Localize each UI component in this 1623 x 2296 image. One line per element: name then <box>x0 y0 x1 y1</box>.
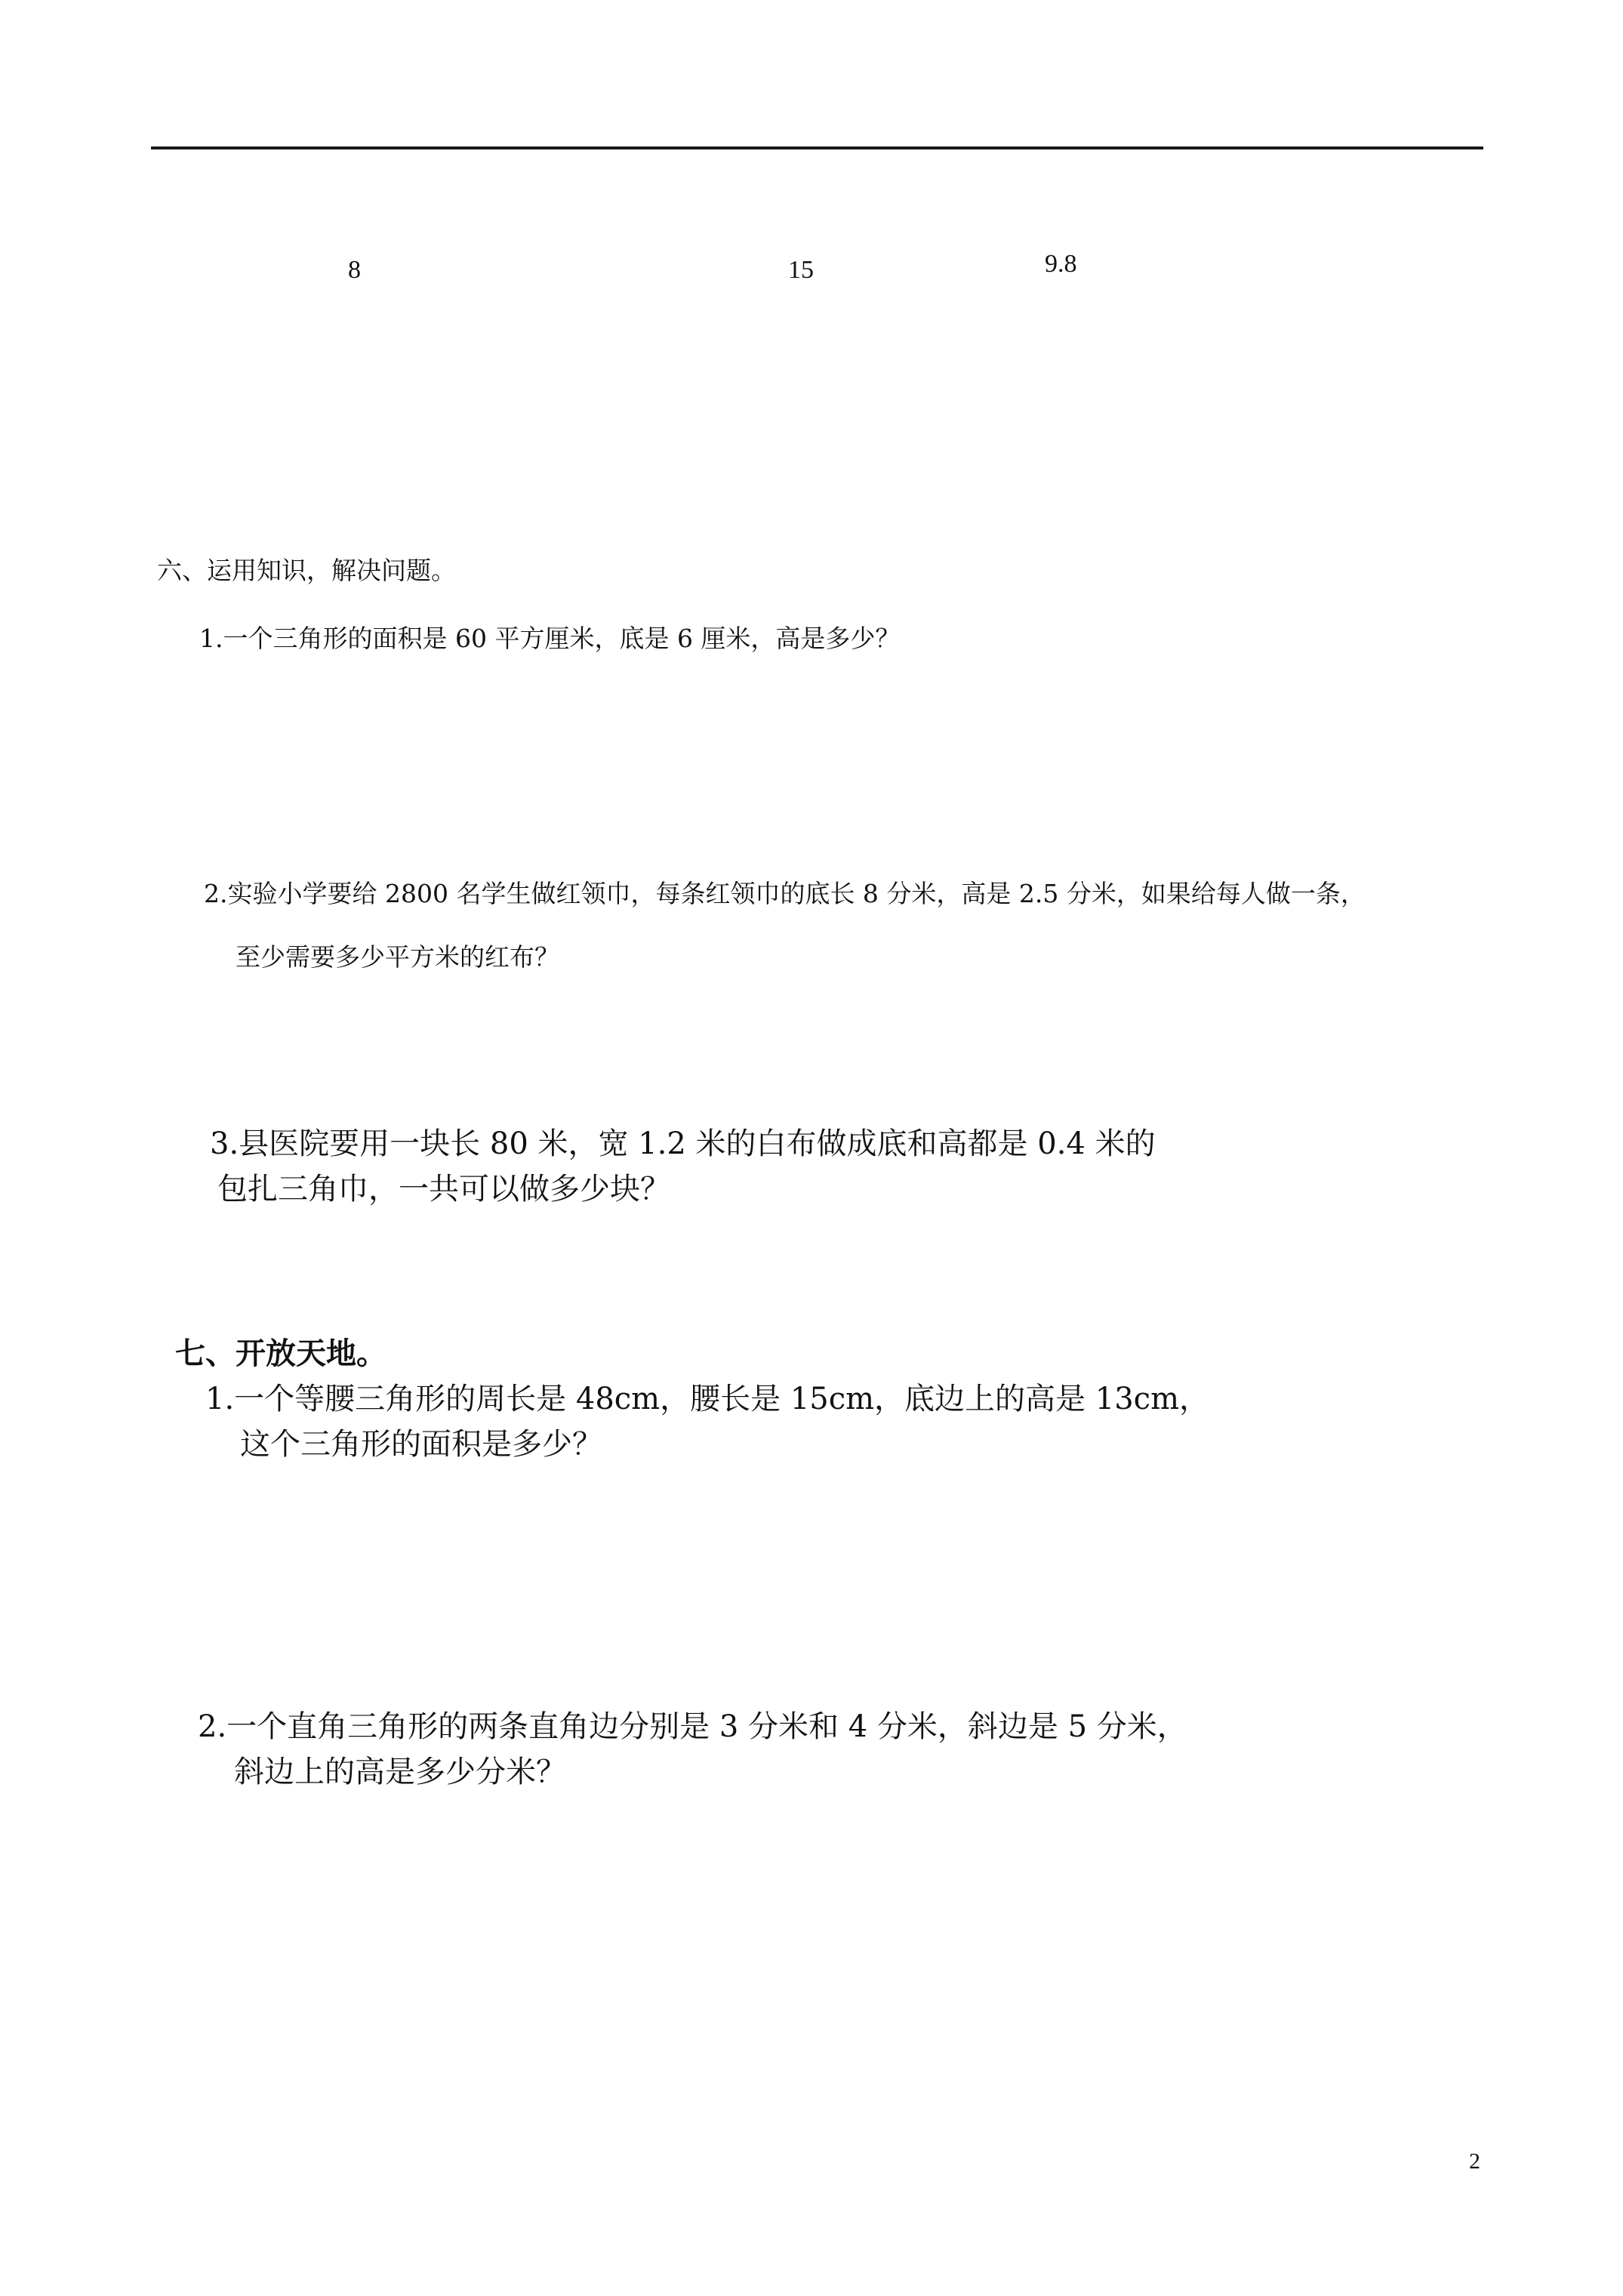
section-6-question-1: 1.一个三角形的面积是 60 平方厘米，底是 6 厘米，高是多少？ <box>199 624 901 653</box>
figure-label-9-8: 9.8 <box>1045 250 1077 278</box>
figure-label-8: 8 <box>348 256 361 284</box>
page-number: 2 <box>1469 2149 1480 2174</box>
header-rule <box>151 146 1483 149</box>
section-6-question-2-line-2: 至少需要多少平方米的红布？ <box>236 942 559 972</box>
section-6-question-2-line-1: 2.实验小学要给 2800 名学生做红领巾，每条红领巾的底长 8 分米，高是 2.5 分米，如果给每人做一条， <box>204 879 1366 908</box>
section-7-question-1-line-1: 1.一个等腰三角形的周长是 48cm，腰长是 15cm，底边上的高是 13cm， <box>205 1382 1209 1416</box>
section-6-question-3-line-2: 包扎三角巾，一共可以做多少块？ <box>217 1172 670 1207</box>
section-6-question-3-line-1: 3.县医院要用一块长 80 米，宽 1.2 米的白布做成底和高都是 0.4 米的 <box>210 1126 1156 1161</box>
section-7-question-2-line-1: 2.一个直角三角形的两条直角边分别是 3 分米和 4 分米，斜边是 5 分米， <box>198 1709 1187 1744</box>
section-7-question-2-line-2: 斜边上的高是多少分米？ <box>234 1755 566 1789</box>
figure-label-15: 15 <box>788 256 814 284</box>
section-7-question-1-line-2: 这个三角形的面积是多少？ <box>240 1427 602 1462</box>
section-7-heading: 七、开放天地。 <box>175 1336 387 1371</box>
section-6-heading: 六、运用知识，解决问题。 <box>157 556 456 585</box>
